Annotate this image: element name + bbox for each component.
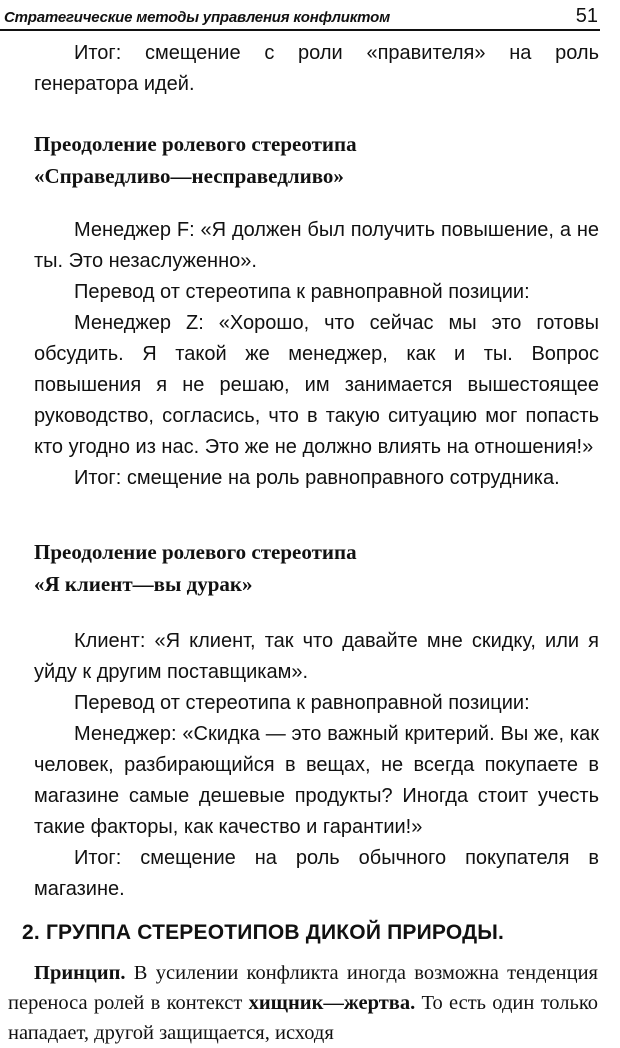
predator-prey-term: хищник—жертва. (248, 992, 416, 1014)
page-number: 51 (575, 5, 598, 27)
section-fair-unfair-body (34, 215, 599, 494)
header-rule (0, 29, 600, 31)
principle-paragraph (8, 958, 598, 1048)
result-text: Итог: смещение на роль равноправного сотрудника. (74, 467, 560, 489)
subheading-line-1: Преодоление ролевого стереотипа (34, 132, 357, 156)
dialogue-manager-f: Менеджер F: «Я должен был получить повышение, а не ты. Это незаслуженно». (34, 219, 599, 272)
dialogue-client: Клиент: «Я клиент, так что давайте мне скидку, или я уйду к другим поставщикам». (34, 630, 599, 683)
subheading-line-2: «Я клиент—вы дурак» (34, 572, 253, 596)
principle-text-part-2: То есть один только нападает, другой защищается, исходя (8, 992, 598, 1044)
section-client-fool-body (34, 626, 599, 905)
result-paragraph-1 (34, 38, 599, 100)
principle-text-part-1: В усилении конфликта иногда возможна тенденция переноса ролей в контекст (8, 962, 598, 1014)
running-head (4, 2, 598, 26)
subheading-line-1: Преодоление ролевого стереотипа (34, 540, 357, 564)
subheading-client-fool (34, 536, 599, 600)
subheading-fair-unfair (34, 128, 599, 192)
result-text: Итог: смещение с роли «правителя» на роль генератора идей. (34, 42, 599, 95)
transition-line: Перевод от стереотипа к равноправной позиции: (74, 692, 530, 714)
dialogue-manager: Менеджер: «Скидка — это важный критерий. Вы же, как человек, разбирающийся в вещах, не всегда покупаете в магазине самые дешевые продукты? Иногда стоит учесть такие факторы, как качество и гарантии!» (34, 723, 599, 838)
subheading-line-2: «Справедливо—несправедливо» (34, 164, 344, 188)
result-text: Итог: смещение на роль обычного покупателя в магазине. (34, 847, 599, 900)
dialogue-manager-z: Менеджер Z: «Хорошо, что сейчас мы это готовы обсудить. Я такой же менеджер, как и ты. Вопрос повышения я не решаю, им занимается вышестоящее руководство, согласись, что в такую ситуацию мог попасть кто угодно из нас. Это же не должно влиять на отношения!» (34, 312, 599, 458)
principle-text (8, 958, 598, 1048)
section-heading-wildlife: 2. ГРУППА СТЕРЕОТИПОВ ДИКОЙ ПРИРОДЫ. (22, 921, 505, 944)
principle-label: Принцип. (34, 962, 126, 984)
running-title: Стратегические методы управления конфликтом (4, 9, 390, 26)
transition-line: Перевод от стереотипа к равноправной позиции: (74, 281, 530, 303)
